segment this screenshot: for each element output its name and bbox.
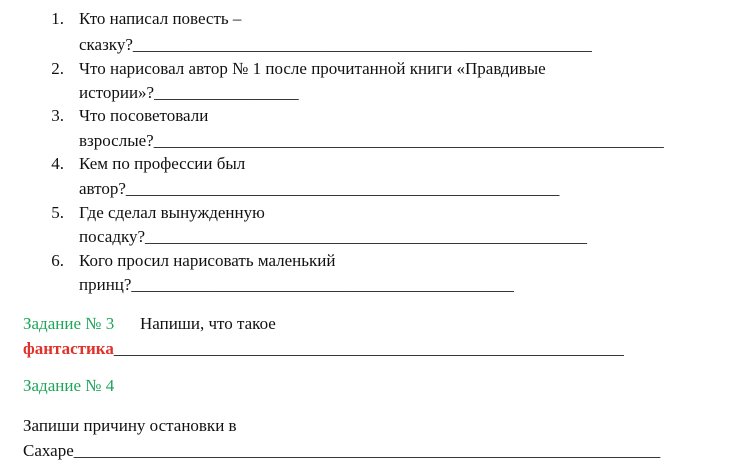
question-4-number: 4. bbox=[51, 154, 64, 173]
question-4-answer-line: автор?___________________________________________________ bbox=[79, 179, 560, 198]
question-1-answer-line: сказку?______________________________________________________ bbox=[79, 35, 592, 54]
question-2-text: Что нарисовал автор № 1 после прочитанной книги «Правдивые bbox=[79, 59, 546, 78]
task-3-answer-line: ____________________________________________________________ bbox=[113, 339, 624, 358]
question-2-answer-line: истории»?_________________ bbox=[79, 83, 299, 102]
question-5-answer-line: посадку?____________________________________________________ bbox=[79, 227, 588, 246]
task-3-label: Задание № 3 bbox=[23, 314, 115, 333]
task-4-text: Запиши причину остановки в bbox=[23, 416, 237, 435]
question-6-text: Кого просил нарисовать маленький bbox=[79, 251, 336, 270]
task-4-label: Задание № 4 bbox=[23, 376, 115, 395]
question-3-text: Что посоветовали bbox=[79, 106, 209, 125]
question-1-text: Кто написал повесть – bbox=[79, 9, 242, 28]
question-6-number: 6. bbox=[51, 251, 64, 270]
question-3-number: 3. bbox=[51, 106, 64, 125]
task-3-answer-row bbox=[23, 339, 624, 359]
question-5-number: 5. bbox=[51, 203, 64, 222]
task-3-prompt: Напиши, что такое bbox=[140, 314, 276, 333]
question-5-text: Где сделал вынужденную bbox=[79, 203, 265, 222]
question-6-answer-line: принц?_____________________________________________ bbox=[79, 275, 514, 294]
task-3-keyword: фантастика bbox=[23, 339, 114, 358]
task-4-answer-line: Сахаре_____________________________________________________________________ bbox=[23, 441, 661, 460]
question-4-text: Кем по профессии был bbox=[79, 154, 246, 173]
question-1-number: 1. bbox=[51, 9, 64, 28]
question-3-answer-line: взрослые?____________________________________________________________ bbox=[79, 131, 664, 150]
question-2-number: 2. bbox=[51, 59, 64, 78]
